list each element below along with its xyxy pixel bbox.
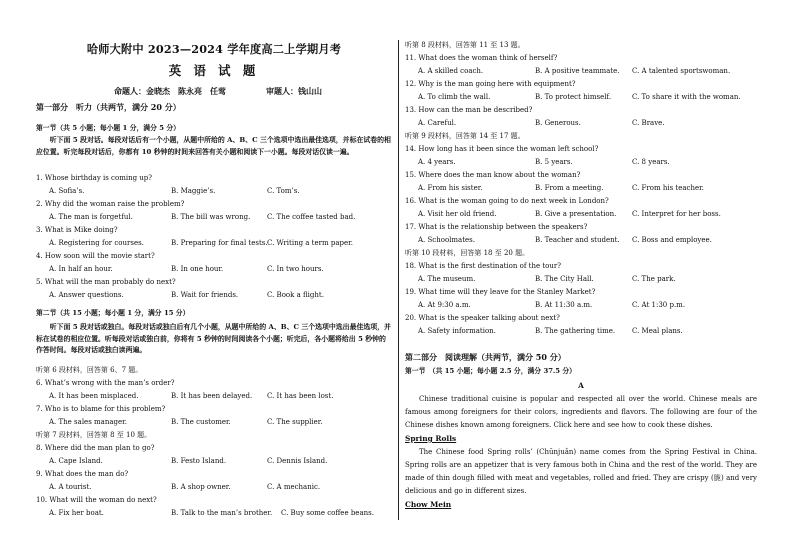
chow-mein-heading: Chow Mein: [405, 500, 452, 509]
q13-option-a[interactable]: A. Careful.: [418, 119, 457, 127]
q18-option-c[interactable]: C. The park.: [632, 275, 676, 283]
question-3: 3. What is Mike doing?: [36, 226, 118, 234]
q4-option-b[interactable]: B. In one hour.: [171, 265, 224, 273]
question-9: 9. What does the man do?: [36, 470, 129, 478]
q1-option-b[interactable]: B. Maggie’s.: [171, 187, 216, 195]
question-2: 2. Why did the woman raise the problem?: [36, 200, 185, 208]
question-7: 7. Who is to blame for this problem?: [36, 405, 166, 413]
q10-option-a[interactable]: A. Fix her boat.: [49, 509, 104, 517]
q18-option-a[interactable]: A. The museum.: [418, 275, 476, 283]
q15-option-a[interactable]: A. From his sister.: [418, 184, 483, 192]
question-17: 17. What is the relationship between the speakers?: [405, 223, 588, 231]
q8-option-a[interactable]: A. Cape Island.: [49, 457, 103, 465]
q5-option-b[interactable]: B. Wait for friends.: [171, 291, 239, 299]
passage-label: A: [578, 381, 584, 390]
q17-option-b[interactable]: B. Teacher and student.: [535, 236, 620, 244]
question-10: 10. What will the woman do next?: [36, 496, 157, 504]
q12-option-c[interactable]: C. To share it with the woman.: [632, 93, 741, 101]
question-5: 5. What will the man probably do next?: [36, 278, 176, 286]
q16-option-b[interactable]: B. Give a presentation.: [535, 210, 617, 218]
q4-option-a[interactable]: A. In half an hour.: [49, 265, 113, 273]
q2-option-a[interactable]: A. The man is forgetful.: [49, 213, 133, 221]
question-19: 19. What time will they leave for the Stanley Market?: [405, 288, 596, 296]
q9-option-c[interactable]: C. A mechanic.: [267, 483, 321, 491]
q19-option-a[interactable]: A. At 9:30 a.m.: [418, 301, 471, 309]
q5-option-c[interactable]: C. Book a flight.: [267, 291, 324, 299]
question-6: 6. What’s wrong with the man’s order?: [36, 379, 175, 387]
q6-option-c[interactable]: C. It has been lost.: [267, 392, 334, 400]
q10-option-c[interactable]: C. Buy some coffee beans.: [281, 509, 374, 517]
reviewer: 审题人：钱山山: [266, 86, 322, 96]
q10-option-b[interactable]: B. Talk to the man’s brother.: [171, 509, 273, 517]
note-8: 听第 8 段材料，回答第 11 至 13 题。: [405, 41, 525, 49]
q2-option-b[interactable]: B. The bill was wrong.: [171, 213, 251, 221]
q13-option-b[interactable]: B. Generous.: [535, 119, 581, 127]
q9-option-a[interactable]: A. A tourist.: [49, 483, 92, 491]
q1-option-a[interactable]: A. Sofia’s.: [49, 187, 85, 195]
q6-option-b[interactable]: B. It has been delayed.: [171, 392, 253, 400]
part2-heading: 第二部分 阅读理解（共两节，满分 50 分）: [405, 352, 566, 362]
authors: 命题人：金晓杰 陈永亮 任莺: [114, 86, 226, 96]
q20-option-c[interactable]: C. Meal plans.: [632, 327, 683, 335]
exam-subtitle: 英 语 试 题: [168, 63, 260, 78]
q8-option-b[interactable]: B. Festo Island.: [171, 457, 227, 465]
q7-option-c[interactable]: C. The supplier.: [267, 418, 323, 426]
passage-intro: Chinese traditional cuisine is popular and respected all over the world. Chinese meals are famous among foreigners for their colors, ingredients and flavors. The following are four of the Chinese dishes known among foreigners. Click here and see how to cook these dishes.: [405, 395, 757, 429]
q12-option-a[interactable]: A. To climb the wall.: [418, 93, 491, 101]
question-14: 14. How long has it been since the woman left school?: [405, 145, 599, 153]
q11-option-a[interactable]: A. A skilled coach.: [418, 67, 484, 75]
q6-option-a[interactable]: A. It has been misplaced.: [49, 392, 139, 400]
q3-option-b[interactable]: B. Preparing for final tests.: [171, 239, 268, 247]
q17-option-c[interactable]: C. Boss and employee.: [632, 236, 712, 244]
section2-instructions: 听下面 5 段对话或独白。每段对话或独白后有几个小题，从题中所给的 A、B、C 三个选项中选出最佳选项，并标在试卷的相应位置。听每段对话或独白前，你将有 5 秒钟的时间阅读各个小题；听完后，各小题将给出 5 秒钟的作答时间。每段对话或独白读两遍。: [36, 323, 391, 355]
section2-heading: 第二节（共 15 小题；每小题 1 分，满分 15 分）: [36, 309, 190, 317]
q20-option-b[interactable]: B. The gathering time.: [535, 327, 616, 335]
q15-option-c[interactable]: C. From his teacher.: [632, 184, 704, 192]
q1-option-c[interactable]: C. Tom’s.: [267, 187, 300, 195]
q19-option-c[interactable]: C. At 1:30 p.m.: [632, 301, 686, 309]
q14-option-a[interactable]: A. 4 years.: [418, 158, 456, 166]
question-18: 18. What is the first destination of the tour?: [405, 262, 561, 270]
q14-option-c[interactable]: C. 8 years.: [632, 158, 670, 166]
q18-option-b[interactable]: B. The City Hall.: [535, 275, 594, 283]
q5-option-a[interactable]: A. Answer questions.: [49, 291, 124, 299]
q7-option-a[interactable]: A. The sales manager.: [49, 418, 127, 426]
question-12: 12. Why is the man going here with equipment?: [405, 80, 576, 88]
exam-title: 哈师大附中 2023—2024 学年度高二上学期月考: [86, 42, 342, 56]
q19-option-b[interactable]: B. At 11:30 a.m.: [535, 301, 593, 309]
q13-option-c[interactable]: C. Brave.: [632, 119, 665, 127]
q3-option-c[interactable]: C. Writing a term paper.: [267, 239, 353, 247]
q16-option-a[interactable]: A. Visit her old friend.: [418, 210, 497, 218]
column-divider: [398, 40, 399, 520]
question-8: 8. Where did the man plan to go?: [36, 444, 155, 452]
q7-option-b[interactable]: B. The customer.: [171, 418, 231, 426]
q14-option-b[interactable]: B. 5 years.: [535, 158, 573, 166]
spring-rolls-heading: Spring Rolls: [405, 434, 457, 443]
section1-instructions: 听下面 5 段对话。每段对话后有一个小题，从题中所给的 A、B、C 三个选项中选出最佳选项，并标在试卷的相应位置。听完每段对话后，你都有 10 秒钟的时间来回答有关小题和阅读下一小题。每段对话仅读一遍。: [36, 136, 391, 156]
question-4: 4. How soon will the movie start?: [36, 252, 155, 260]
q20-option-a[interactable]: A. Safety information.: [418, 327, 496, 335]
note-7: 听第 7 段材料，回答第 8 至 10 题。: [36, 431, 152, 439]
question-20: 20. What is the speaker talking about next?: [405, 314, 560, 322]
section1-heading: 第一节（共 5 小题；每小题 1 分，满分 5 分）: [36, 124, 180, 132]
question-15: 15. Where does the man know about the woman?: [405, 171, 581, 179]
part2-section1-heading: 第一节 （共 15 小题；每小题 2.5 分，满分 37.5 分）: [405, 367, 576, 375]
part1-heading: 第一部分 听力（共两节，满分 20 分）: [36, 102, 181, 112]
q8-option-c[interactable]: C. Dennis Island.: [267, 457, 328, 465]
q3-option-a[interactable]: A. Registering for courses.: [49, 239, 144, 247]
question-13: 13. How can the man be described?: [405, 106, 533, 114]
note-9: 听第 9 段材料，回答第 14 至 17 题。: [405, 132, 525, 140]
q12-option-b[interactable]: B. To protect himself.: [535, 93, 612, 101]
q2-option-c[interactable]: C. The coffee tasted bad.: [267, 213, 356, 221]
note-6: 听第 6 段材料，回答第 6、7 题。: [36, 366, 143, 374]
note-10: 听第 10 段材料，回答第 18 至 20 题。: [405, 249, 530, 257]
q16-option-c[interactable]: C. Interpret for her boss.: [632, 210, 721, 218]
q15-option-b[interactable]: B. From a meeting.: [535, 184, 604, 192]
q11-option-c[interactable]: C. A talented sportswoman.: [632, 67, 731, 75]
q17-option-a[interactable]: A. Schoolmates.: [418, 236, 475, 244]
q9-option-b[interactable]: B. A shop owner.: [171, 483, 231, 491]
question-11: 11. What does the woman think of herself?: [405, 54, 558, 62]
question-16: 16. What is the woman going to do next week in London?: [405, 197, 609, 205]
spring-rolls-text: The Chinese food Spring rolls’ (Chūnjuǎn) name comes from the Spring Festival in China. Spring rolls are an appetizer that is very famous both in China and the rest of the world. They are made of thin dough filled with meat and vegetables, rolled and fried. They are crispy (脆) and very delicious and go in different sizes.: [405, 448, 757, 495]
q4-option-c[interactable]: C. In two hours.: [267, 265, 324, 273]
question-1: 1. Whose birthday is coming up?: [36, 174, 153, 182]
q11-option-b[interactable]: B. A positive teammate.: [535, 67, 620, 75]
